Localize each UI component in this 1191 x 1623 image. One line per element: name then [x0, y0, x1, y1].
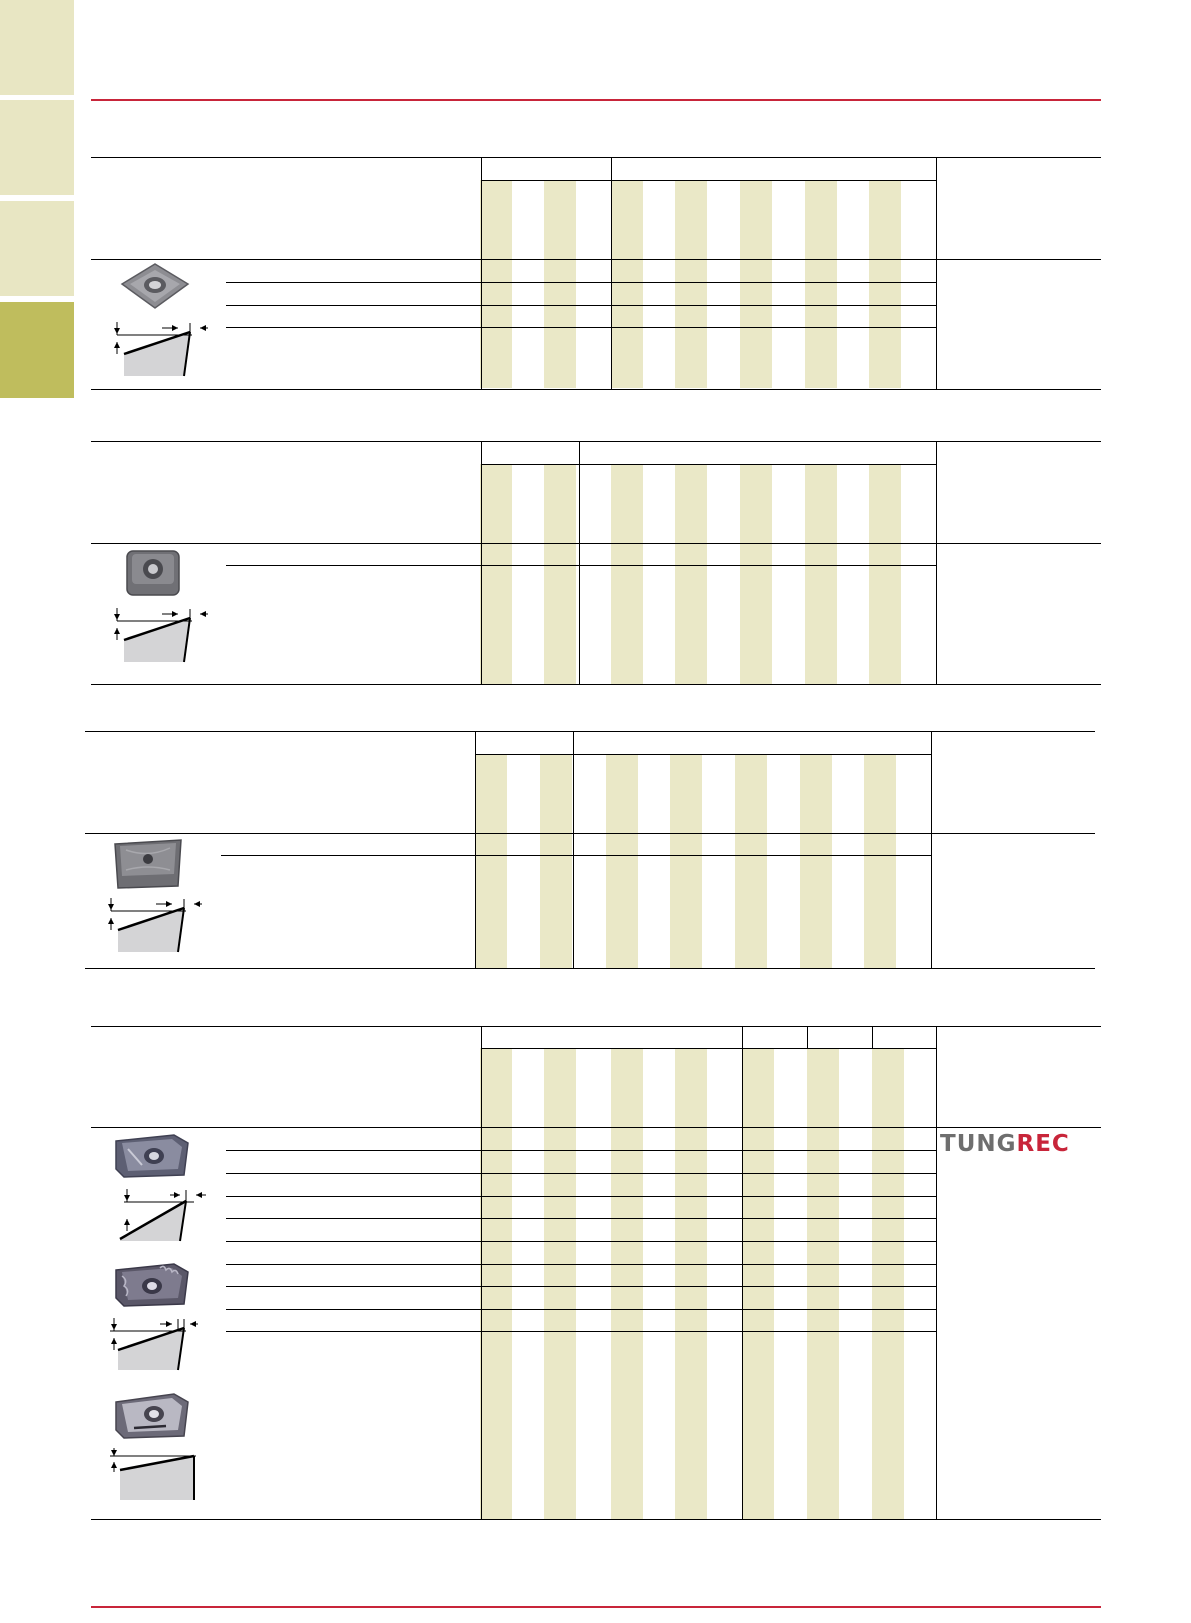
table-border: [226, 1150, 936, 1151]
stripe: [611, 464, 643, 685]
table-border: [226, 565, 936, 566]
parallelogram-insert-icon: [114, 1392, 190, 1440]
side-tab-2[interactable]: [0, 100, 74, 195]
table-border: [936, 157, 937, 389]
header-rule: [91, 99, 1101, 101]
stripe: [480, 1048, 512, 1519]
logo-part-tung: TUNG: [940, 1131, 1017, 1157]
side-tab-3[interactable]: [0, 201, 74, 296]
table-border: [475, 754, 931, 755]
stripe: [805, 464, 837, 685]
table-border: [481, 441, 482, 684]
stripe: [872, 1048, 904, 1519]
stripe: [480, 464, 512, 685]
table-border: [807, 1026, 808, 1048]
table-border: [931, 731, 932, 968]
stripe: [540, 754, 572, 968]
stripe: [864, 754, 896, 968]
stripe: [480, 180, 512, 388]
table-border: [481, 157, 482, 389]
footer-rule: [91, 1606, 1101, 1608]
square-insert-icon: [124, 548, 182, 598]
table-border: [91, 441, 1101, 442]
table-border: [91, 259, 1101, 260]
stripe: [869, 464, 901, 685]
table-border: [226, 327, 936, 328]
table-border: [481, 180, 937, 181]
table-border: [85, 731, 1095, 732]
table-border: [936, 1026, 937, 1519]
stripe: [740, 464, 772, 685]
table-border: [226, 305, 936, 306]
table-border: [481, 1048, 937, 1049]
table-border: [91, 1026, 1101, 1027]
table-border: [936, 441, 937, 684]
table-border: [91, 157, 1101, 158]
stripe: [475, 754, 507, 968]
table-border: [91, 684, 1101, 685]
table-border: [226, 1264, 936, 1265]
edge-profile-diagram-icon: [112, 606, 212, 664]
table-border: [226, 282, 936, 283]
edge-profile-diagram-icon: [112, 320, 212, 378]
stripe: [869, 180, 901, 388]
table-border: [579, 441, 580, 684]
stripe: [544, 464, 576, 685]
logo-part-rec: REC: [1016, 1131, 1070, 1157]
edge-profile-diagram-icon: [106, 1446, 206, 1502]
table-border: [226, 1173, 936, 1174]
tungrec-logo: [940, 1132, 1100, 1156]
stripe: [611, 180, 643, 388]
table-border: [573, 731, 574, 968]
table-border: [85, 968, 1095, 969]
table-border: [611, 157, 612, 389]
stripe: [735, 754, 767, 968]
stripe: [807, 1048, 839, 1519]
square-insert-icon: [120, 262, 190, 312]
parallelogram-insert-icon: [114, 1262, 190, 1308]
table-border: [221, 855, 931, 856]
rectangular-insert-icon: [112, 838, 184, 890]
table-border: [742, 1026, 743, 1519]
table-border: [91, 1519, 1101, 1520]
parallelogram-insert-icon: [114, 1133, 190, 1179]
side-tab-1[interactable]: [0, 0, 74, 95]
table-border: [481, 464, 937, 465]
table-border: [91, 543, 1101, 544]
table-border: [226, 1309, 936, 1310]
stripe: [544, 1048, 576, 1519]
stripe: [606, 754, 638, 968]
edge-profile-diagram-icon: [114, 1187, 214, 1243]
stripe: [742, 1048, 774, 1519]
stripe: [675, 464, 707, 685]
stripe: [740, 180, 772, 388]
table-border: [91, 1127, 1101, 1128]
table-border: [85, 833, 1095, 834]
stripe: [611, 1048, 643, 1519]
table-border: [226, 1331, 936, 1332]
edge-profile-diagram-icon: [106, 1316, 206, 1372]
side-tab-4-active[interactable]: [0, 302, 74, 398]
table-border: [226, 1196, 936, 1197]
stripe: [670, 754, 702, 968]
table-border: [226, 1241, 936, 1242]
table-border: [226, 1286, 936, 1287]
table-border: [872, 1026, 873, 1048]
stripe: [544, 180, 576, 388]
stripe: [805, 180, 837, 388]
table-border: [481, 1026, 482, 1519]
stripe: [675, 1048, 707, 1519]
table-border: [475, 731, 476, 968]
stripe: [800, 754, 832, 968]
edge-profile-diagram-icon: [106, 896, 206, 954]
table-border: [91, 389, 1101, 390]
table-border: [226, 1218, 936, 1219]
stripe: [675, 180, 707, 388]
